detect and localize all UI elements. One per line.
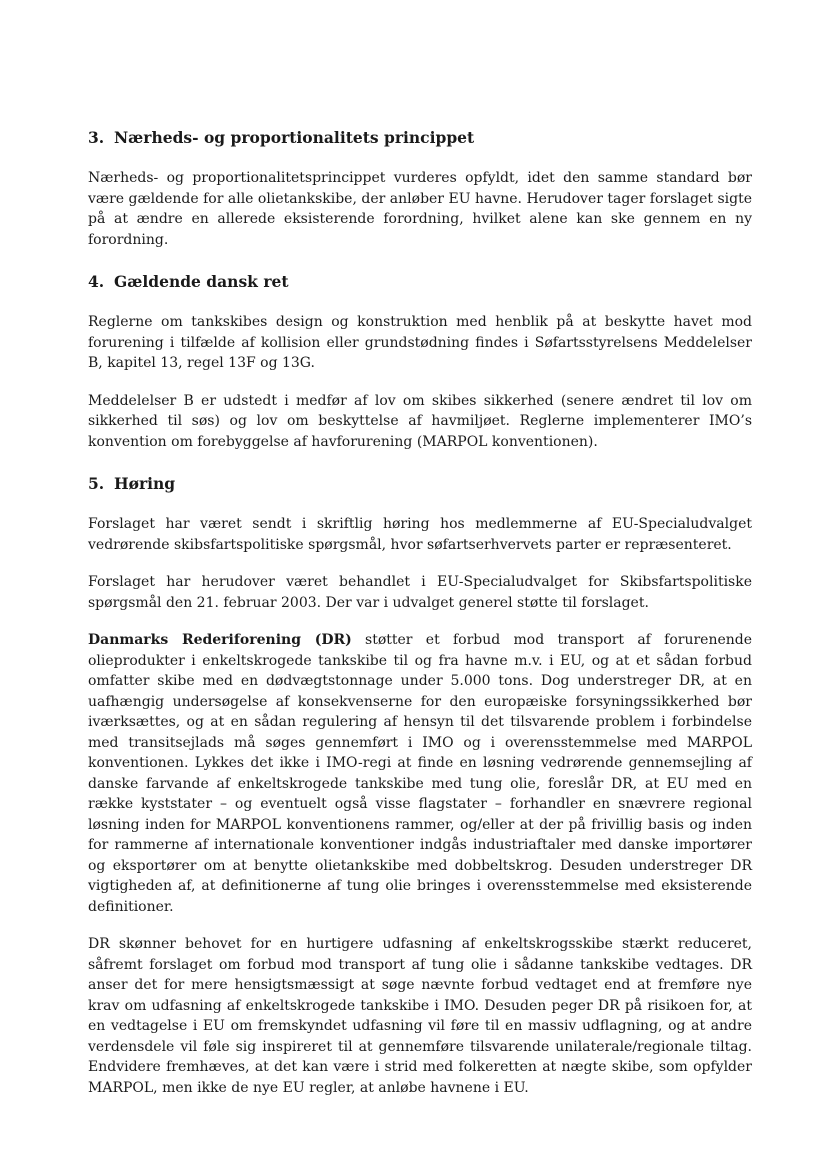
section-heading: 5. Høring bbox=[88, 474, 176, 493]
paragraph: Forslaget har været sendt i skriftlig høring hos medlemmerne af EU-Specialudvalget vedrørende skibsfartspolitiske spørgsmål, hvor søfartserhvervets parter er repræsenteret. bbox=[88, 516, 752, 553]
section-heading: 4. Gældende dansk ret bbox=[88, 272, 289, 291]
paragraph: Forslaget har herudover været behandlet i EU-Specialudvalget for Skibsfartspolitiske spørgsmål den 21. februar 2003. Der var i udvalget generel støtte til forslaget. bbox=[88, 574, 752, 611]
paragraph: Reglerne om tankskibes design og konstruktion med henblik på at beskytte havet mod forurening i tilfælde af kollision eller grundstødning findes i Søfartsstyrelsens Meddelelser B, kapitel 13, regel 13F og 13G. bbox=[88, 314, 752, 371]
document-body bbox=[88, 124, 752, 1115]
paragraph: Meddelelser B er udstedt i medfør af lov om skibes sikkerhed (senere ændret til lov om sikkerhed til søs) og lov om beskyttelse af havmiljøet. Reglerne implementerer IMO’s konvention om forebyggelse af havforurening (MARPOL konventionen). bbox=[88, 392, 752, 450]
section-heading: 3. Nærheds- og proportionalitets princippet bbox=[88, 128, 475, 147]
section-4 bbox=[88, 270, 752, 452]
organization-name: Danmarks Rederiforening (DR) bbox=[88, 632, 352, 648]
section-3 bbox=[88, 126, 752, 250]
dr-paragraph: Danmarks Rederiforening (DR) støtter et forbud mod transport af forurenende olieprodukter i enkeltskrogede tankskibe til og fra havne m.v. i EU, og at et sådan forbud omfatter skibe med en dødvægtstonnage under 5.000 tons. Dog understreger DR, at en uafhængig undersøgelse af konsekvenserne for den europæiske forsyningssikkerhed bør iværksættes, og at en sådan regulering af hensyn til det tilsvarende problem i forbindelse med transitsejlads må søges gennemført i IMO og i overensstemmelse med MARPOL konventionen. Lykkes det ikke i IMO-regi at finde en løsning vedrørende gennemsejling af danske farvande af enkeltskrogede tankskibe med tung olie, foreslår DR, at EU med en række kyststater – og eventuelt også visse flagstater – forhandler en snævrere regional løsning inden for MARPOL konventionens rammer, og/eller at der på frivillig basis og inden for rammerne af internationale konventioner indgås industriaftaler med danske importører og eksportører om at benytte olietankskibe med dobbeltskrog. Desuden understreger DR vigtigheden af, at definitionerne af tung olie bringes i overensstemmelse med eksisterende definitioner. bbox=[88, 632, 753, 915]
section-5 bbox=[88, 472, 752, 1098]
paragraph: Nærheds- og proportionalitetsprincippet vurderes opfyldt, idet den samme standard bør være gældende for alle olietankskibe, der anløber EU havne. Herudover tager forslaget sigte på at ændre en allerede eksisterende forordning, hvilket alene kan ske gennem en ny forordning. bbox=[88, 170, 752, 248]
paragraph: DR skønner behovet for en hurtigere udfasning af enkeltskrogsskibe stærkt reduceret, såfremt forslaget om forbud mod transport af tung olie i sådanne tankskibe vedtages. DR anser det for mere hensigtsmæssigt at søge nævnte forbud vedtaget end at fremføre nye krav om udfasning af enkeltskrogede tankskibe i IMO. Desuden peger DR på risikoen for, at en vedtagelse i EU om fremskyndet udfasning vil føre til en massiv udflagning, og at andre verdensdele vil føle sig inspireret til at gennemføre tilsvarende unilaterale/regionale tiltag. Endvidere fremhæves, at det kan være i strid med folkeretten at nægte skibe, som opfylder MARPOL, men ikke de nye EU regler, at anløbe havnene i EU. bbox=[88, 936, 752, 1096]
